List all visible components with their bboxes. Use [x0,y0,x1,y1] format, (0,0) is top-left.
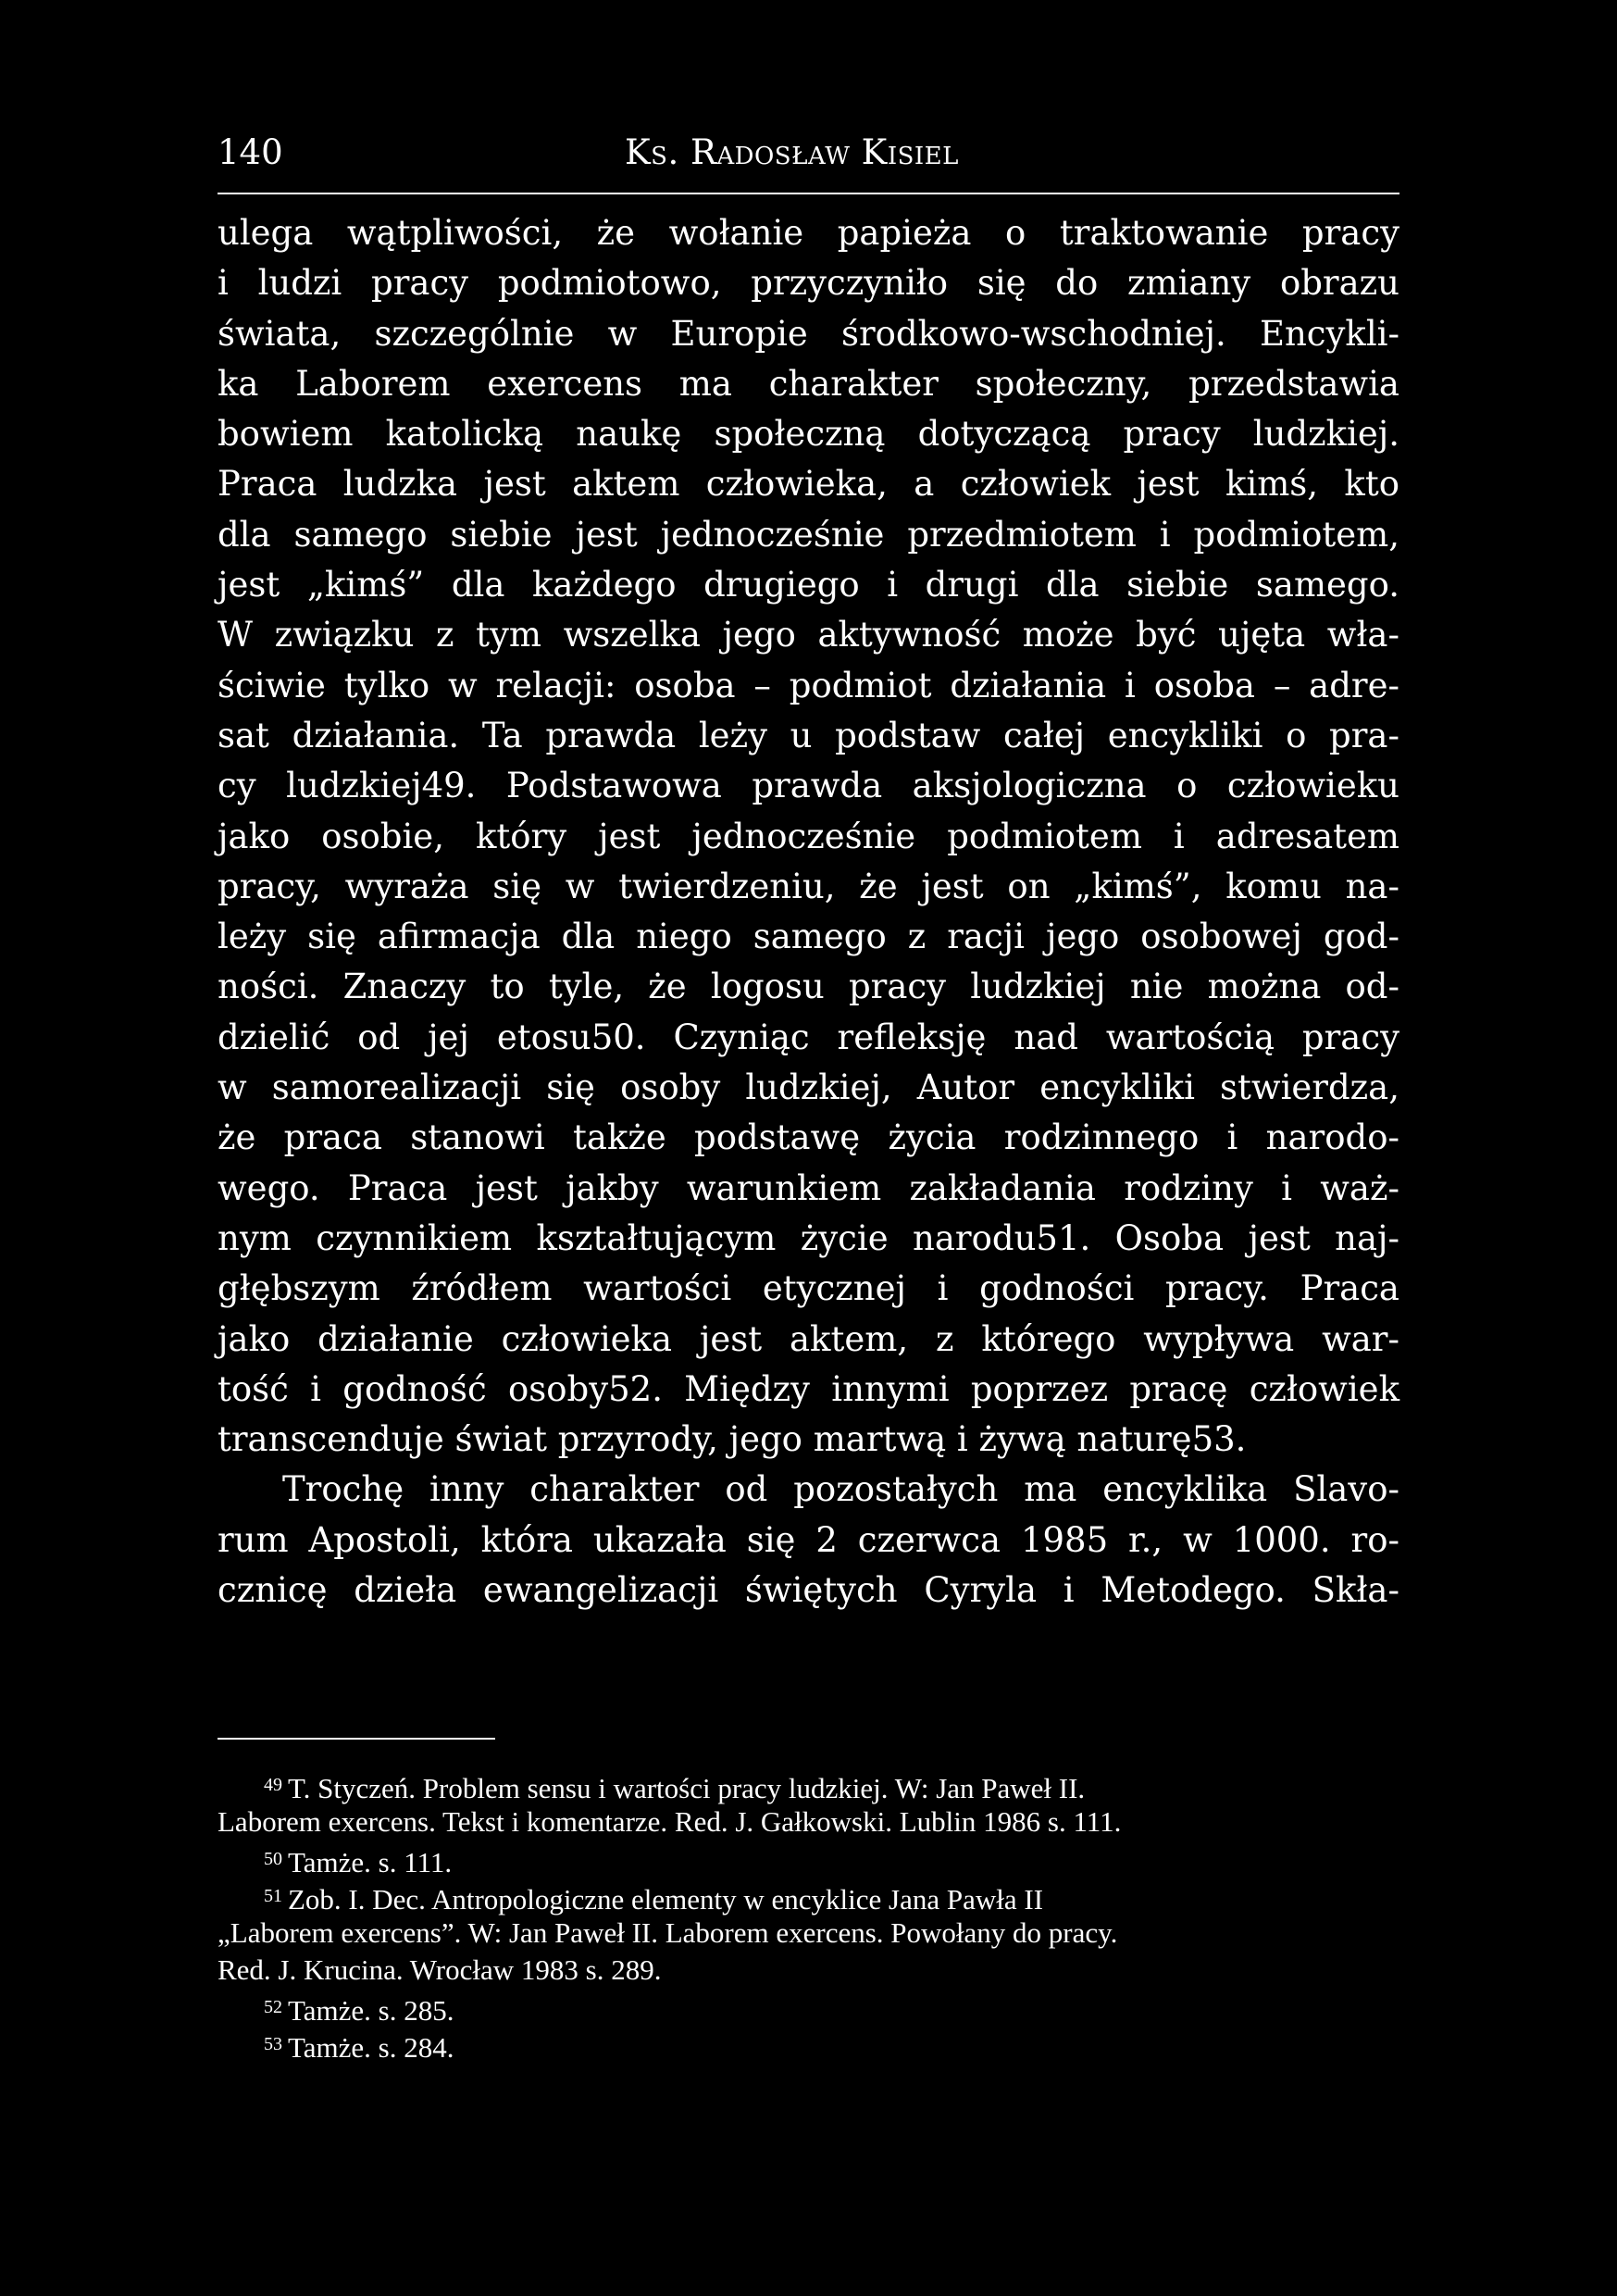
body-line: ulega wątpliwości, że wołanie papieża o traktowanie pracy [218,213,1399,253]
body-line: wego. Praca jest jakby warunkiem zakładania rodziny i waż- [218,1167,1399,1208]
footnote-mark: 50 [264,1849,282,1869]
footnote-49-line [218,1803,1399,1841]
document-page [218,0,1399,2296]
body-line: rum Apostoli, która ukazała się 2 czerwca 1985 r., w 1000. ro- [218,1519,1399,1560]
footnote-51-line [218,1952,1399,1989]
footnote-rule [218,1738,495,1740]
body-line: w samorealizacji się osoby ludzkiej, Autor encykliki stwierdza, [218,1067,1399,1108]
body-line: jako działanie człowieka jest aktem, z którego wypływa war- [218,1318,1399,1359]
footnote-52-line [218,1989,1399,2026]
body-line: W związku z tym wszelka jego aktywność może być ujęta wła- [218,615,1399,655]
body-line: cy ludzkiej49. Podstawowa prawda aksjologiczna o człowieku [218,766,1399,806]
body-line: nym czynnikiem kształtującym życie narodu51. Osoba jest naj- [218,1217,1399,1258]
footnote-51-line [218,1915,1399,1952]
footnote-text: T. Styczeń. Problem sensu i wartości pracy ludzkiej. W: Jan Paweł II. [288,1772,1086,1804]
footnote-51-line [218,1878,1399,1915]
footnote-text: Tamże. s. 111. [288,1846,453,1878]
footnote-53-line [218,2026,1399,2063]
footnote-text: „Laborem exercens”. W: Jan Paweł II. Laborem exercens. Powołany do pracy. [218,1916,1118,1949]
body-line: Trochę inny charakter od pozostałych ma encyklika Slavo- [282,1469,1399,1510]
body-text [218,208,1399,1616]
footnote-text: Red. J. Krucina. Wrocław 1983 s. 289. [218,1953,662,1986]
footnote-text: Laborem exercens. Tekst i komentarze. Red. J. Gałkowski. Lublin 1986 s. 111. [218,1805,1122,1838]
body-line: bowiem katolicką naukę społeczną dotyczącą pracy ludzkiej. [218,414,1399,455]
body-line: świata, szczególnie w Europie środkowo-wschodniej. Encykli- [218,313,1399,354]
footnote-mark: 49 [264,1775,282,1795]
header-rule [218,193,1399,194]
page-header [218,130,1399,185]
body-line: ności. Znaczy to tyle, że logosu pracy ludzkiej nie można od- [218,967,1399,1007]
body-line: ściwie tylko w relacji: osoba – podmiot działania i osoba – adre- [218,665,1399,705]
body-line: i ludzi pracy podmiotowo, przyczyniło się do zmiany obrazu [218,263,1399,304]
body-line: pracy, wyraża się w twierdzeniu, że jest on „kimś”, komu na- [218,866,1399,906]
footnote-text: Tamże. s. 285. [288,1994,454,2027]
footnote-49-line [218,1766,1399,1803]
body-line: jako osobie, który jest jednocześnie podmiotem i adresatem [218,816,1399,856]
footnotes [218,1766,1399,2063]
body-line: Praca ludzka jest aktem człowieka, a człowiek jest kimś, kto [218,464,1399,505]
body-line: ka Laborem exercens ma charakter społeczny, przedstawia [218,363,1399,404]
footnote-text: Tamże. s. 284. [288,2031,454,2064]
body-line: tość i godność osoby52. Między innymi poprzez pracę człowiek [218,1368,1399,1409]
footnote-mark: 53 [264,2034,282,2054]
body-line: leży się afirmacja dla niego samego z racji jego osobowej god- [218,917,1399,957]
body-line: dzielić od jej etosu50. Czyniąc refleksję nad wartością pracy [218,1017,1399,1057]
body-line: sat działania. Ta prawda leży u podstaw całej encykliki o pra- [218,715,1399,755]
footnote-mark: 51 [264,1886,282,1906]
body-line: cznicę dzieła ewangelizacji świętych Cyryla i Metodego. Skła- [218,1570,1399,1611]
footnote-text: Zob. I. Dec. Antropologiczne elementy w encyklice Jana Pawła II [288,1883,1044,1915]
body-line: że praca stanowi także podstawę życia rodzinnego i narodo- [218,1117,1399,1158]
footnote-50-line [218,1841,1399,1878]
footnote-mark: 52 [264,1997,282,2017]
body-line: dla samego siebie jest jednocześnie przedmiotem i podmiotem, [218,514,1399,555]
page-number: 140 [218,132,283,172]
running-head: Ks. Radosław Kisiel [625,132,959,172]
body-line: głębszym źródłem wartości etycznej i godności pracy. Praca [218,1268,1399,1309]
body-line: transcenduje świat przyrody, jego martwą i żywą naturę53. [218,1419,1247,1460]
body-line: jest „kimś” dla każdego drugiego i drugi dla siebie samego. [218,565,1399,605]
